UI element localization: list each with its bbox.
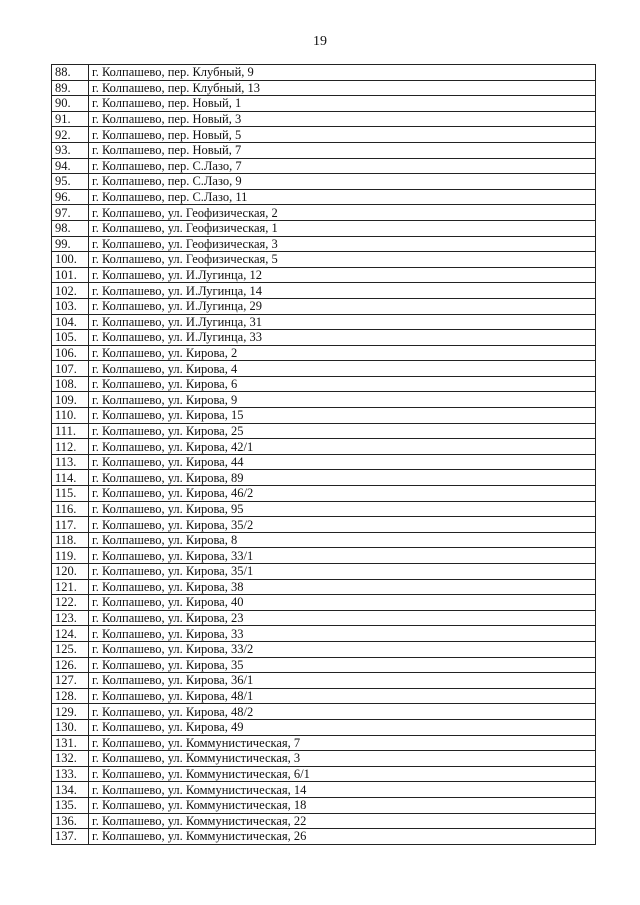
table-row (52, 205, 596, 221)
table-row (52, 65, 596, 81)
row-address: г. Колпашево, пер. Новый, 7 (89, 142, 596, 158)
row-address: г. Колпашево, ул. Кирова, 44 (89, 454, 596, 470)
row-number: 110. (52, 408, 89, 424)
table-row (52, 595, 596, 611)
row-address: г. Колпашево, ул. И.Лугинца, 31 (89, 314, 596, 330)
table-row (52, 376, 596, 392)
table-row (52, 80, 596, 96)
table-row (52, 673, 596, 689)
row-address: г. Колпашево, ул. Кирова, 38 (89, 579, 596, 595)
row-address: г. Колпашево, ул. Кирова, 33 (89, 626, 596, 642)
address-table-body (52, 65, 596, 845)
row-number: 116. (52, 501, 89, 517)
table-row (52, 579, 596, 595)
row-number: 121. (52, 579, 89, 595)
row-address: г. Колпашево, пер. Новый, 3 (89, 111, 596, 127)
table-row (52, 314, 596, 330)
row-address: г. Колпашево, пер. С.Лазо, 11 (89, 189, 596, 205)
row-address: г. Колпашево, ул. И.Лугинца, 12 (89, 267, 596, 283)
row-address: г. Колпашево, пер. Клубный, 9 (89, 65, 596, 81)
row-address: г. Колпашево, ул. И.Лугинца, 29 (89, 298, 596, 314)
table-row (52, 657, 596, 673)
row-number: 123. (52, 610, 89, 626)
row-number: 131. (52, 735, 89, 751)
row-number: 125. (52, 641, 89, 657)
table-row (52, 829, 596, 845)
row-number: 134. (52, 782, 89, 798)
table-row (52, 564, 596, 580)
table-row (52, 439, 596, 455)
row-number: 101. (52, 267, 89, 283)
row-address: г. Колпашево, ул. Кирова, 2 (89, 345, 596, 361)
table-row (52, 361, 596, 377)
row-number: 109. (52, 392, 89, 408)
row-number: 96. (52, 189, 89, 205)
row-address: г. Колпашево, ул. Кирова, 25 (89, 423, 596, 439)
table-row (52, 189, 596, 205)
row-address: г. Колпашево, ул. Геофизическая, 1 (89, 220, 596, 236)
row-address: г. Колпашево, ул. Кирова, 35/1 (89, 564, 596, 580)
row-address: г. Колпашево, ул. Геофизическая, 3 (89, 236, 596, 252)
row-number: 128. (52, 688, 89, 704)
table-row (52, 423, 596, 439)
row-address: г. Колпашево, ул. Кирова, 6 (89, 376, 596, 392)
row-address: г. Колпашево, ул. Кирова, 4 (89, 361, 596, 377)
table-row (52, 548, 596, 564)
table-row (52, 345, 596, 361)
row-number: 91. (52, 111, 89, 127)
row-address: г. Колпашево, ул. Кирова, 48/1 (89, 688, 596, 704)
row-number: 132. (52, 751, 89, 767)
table-row (52, 517, 596, 533)
row-address: г. Колпашево, пер. С.Лазо, 7 (89, 158, 596, 174)
row-number: 119. (52, 548, 89, 564)
row-number: 111. (52, 423, 89, 439)
row-address: г. Колпашево, ул. Коммунистическая, 26 (89, 829, 596, 845)
address-table (51, 64, 596, 845)
row-number: 104. (52, 314, 89, 330)
row-number: 106. (52, 345, 89, 361)
table-row (52, 704, 596, 720)
row-number: 118. (52, 532, 89, 548)
table-row (52, 626, 596, 642)
table-row (52, 298, 596, 314)
row-address: г. Колпашево, ул. Кирова, 23 (89, 610, 596, 626)
row-address: г. Колпашево, пер. Новый, 5 (89, 127, 596, 143)
row-number: 107. (52, 361, 89, 377)
table-row (52, 174, 596, 190)
row-address: г. Колпашево, ул. Кирова, 8 (89, 532, 596, 548)
table-row (52, 501, 596, 517)
table-row (52, 719, 596, 735)
table-row (52, 486, 596, 502)
row-address: г. Колпашево, ул. Кирова, 36/1 (89, 673, 596, 689)
table-row (52, 111, 596, 127)
row-address: г. Колпашево, ул. Геофизическая, 5 (89, 252, 596, 268)
row-address: г. Колпашево, ул. Кирова, 33/2 (89, 641, 596, 657)
row-address: г. Колпашево, ул. Кирова, 42/1 (89, 439, 596, 455)
row-address: г. Колпашево, пер. Клубный, 13 (89, 80, 596, 96)
row-address: г. Колпашево, ул. Коммунистическая, 3 (89, 751, 596, 767)
row-number: 129. (52, 704, 89, 720)
row-number: 88. (52, 65, 89, 81)
table-row (52, 220, 596, 236)
table-row (52, 267, 596, 283)
table-row (52, 236, 596, 252)
row-number: 117. (52, 517, 89, 533)
row-address: г. Колпашево, ул. Кирова, 49 (89, 719, 596, 735)
table-row (52, 392, 596, 408)
table-row (52, 142, 596, 158)
row-number: 98. (52, 220, 89, 236)
row-address: г. Колпашево, ул. Кирова, 46/2 (89, 486, 596, 502)
table-row (52, 252, 596, 268)
table-row (52, 454, 596, 470)
row-number: 105. (52, 330, 89, 346)
table-row (52, 470, 596, 486)
table-row (52, 813, 596, 829)
table-row (52, 96, 596, 112)
row-number: 97. (52, 205, 89, 221)
table-row (52, 751, 596, 767)
row-address: г. Колпашево, ул. Геофизическая, 2 (89, 205, 596, 221)
row-number: 102. (52, 283, 89, 299)
row-address: г. Колпашево, ул. Кирова, 35 (89, 657, 596, 673)
table-row (52, 610, 596, 626)
table-row (52, 641, 596, 657)
row-number: 92. (52, 127, 89, 143)
row-number: 95. (52, 174, 89, 190)
row-address: г. Колпашево, ул. И.Лугинца, 33 (89, 330, 596, 346)
page-number: 19 (313, 34, 327, 49)
table-row (52, 408, 596, 424)
row-address: г. Колпашево, ул. Кирова, 9 (89, 392, 596, 408)
row-address: г. Колпашево, ул. Кирова, 40 (89, 595, 596, 611)
row-number: 133. (52, 766, 89, 782)
row-address: г. Колпашево, ул. Кирова, 33/1 (89, 548, 596, 564)
row-address: г. Колпашево, пер. Новый, 1 (89, 96, 596, 112)
row-number: 113. (52, 454, 89, 470)
row-number: 103. (52, 298, 89, 314)
row-address: г. Колпашево, ул. Кирова, 15 (89, 408, 596, 424)
row-address: г. Колпашево, ул. И.Лугинца, 14 (89, 283, 596, 299)
row-number: 90. (52, 96, 89, 112)
row-number: 112. (52, 439, 89, 455)
row-address: г. Колпашево, ул. Коммунистическая, 14 (89, 782, 596, 798)
row-address: г. Колпашево, ул. Коммунистическая, 22 (89, 813, 596, 829)
row-number: 94. (52, 158, 89, 174)
table-row (52, 158, 596, 174)
row-number: 120. (52, 564, 89, 580)
row-number: 108. (52, 376, 89, 392)
row-address: г. Колпашево, ул. Кирова, 35/2 (89, 517, 596, 533)
row-number: 135. (52, 797, 89, 813)
row-address: г. Колпашево, ул. Кирова, 89 (89, 470, 596, 486)
row-number: 89. (52, 80, 89, 96)
table-row (52, 688, 596, 704)
table-row (52, 330, 596, 346)
row-address: г. Колпашево, ул. Коммунистическая, 18 (89, 797, 596, 813)
table-row (52, 127, 596, 143)
row-number: 93. (52, 142, 89, 158)
row-address: г. Колпашево, ул. Кирова, 48/2 (89, 704, 596, 720)
table-row (52, 283, 596, 299)
row-number: 124. (52, 626, 89, 642)
row-number: 127. (52, 673, 89, 689)
row-number: 137. (52, 829, 89, 845)
row-address: г. Колпашево, ул. Коммунистическая, 6/1 (89, 766, 596, 782)
row-number: 126. (52, 657, 89, 673)
row-address: г. Колпашево, пер. С.Лазо, 9 (89, 174, 596, 190)
row-number: 115. (52, 486, 89, 502)
row-number: 99. (52, 236, 89, 252)
table-row (52, 532, 596, 548)
table-row (52, 735, 596, 751)
row-number: 114. (52, 470, 89, 486)
table-row (52, 782, 596, 798)
table-row (52, 766, 596, 782)
row-address: г. Колпашево, ул. Коммунистическая, 7 (89, 735, 596, 751)
row-number: 100. (52, 252, 89, 268)
row-address: г. Колпашево, ул. Кирова, 95 (89, 501, 596, 517)
table-row (52, 797, 596, 813)
row-number: 130. (52, 719, 89, 735)
row-number: 136. (52, 813, 89, 829)
row-number: 122. (52, 595, 89, 611)
